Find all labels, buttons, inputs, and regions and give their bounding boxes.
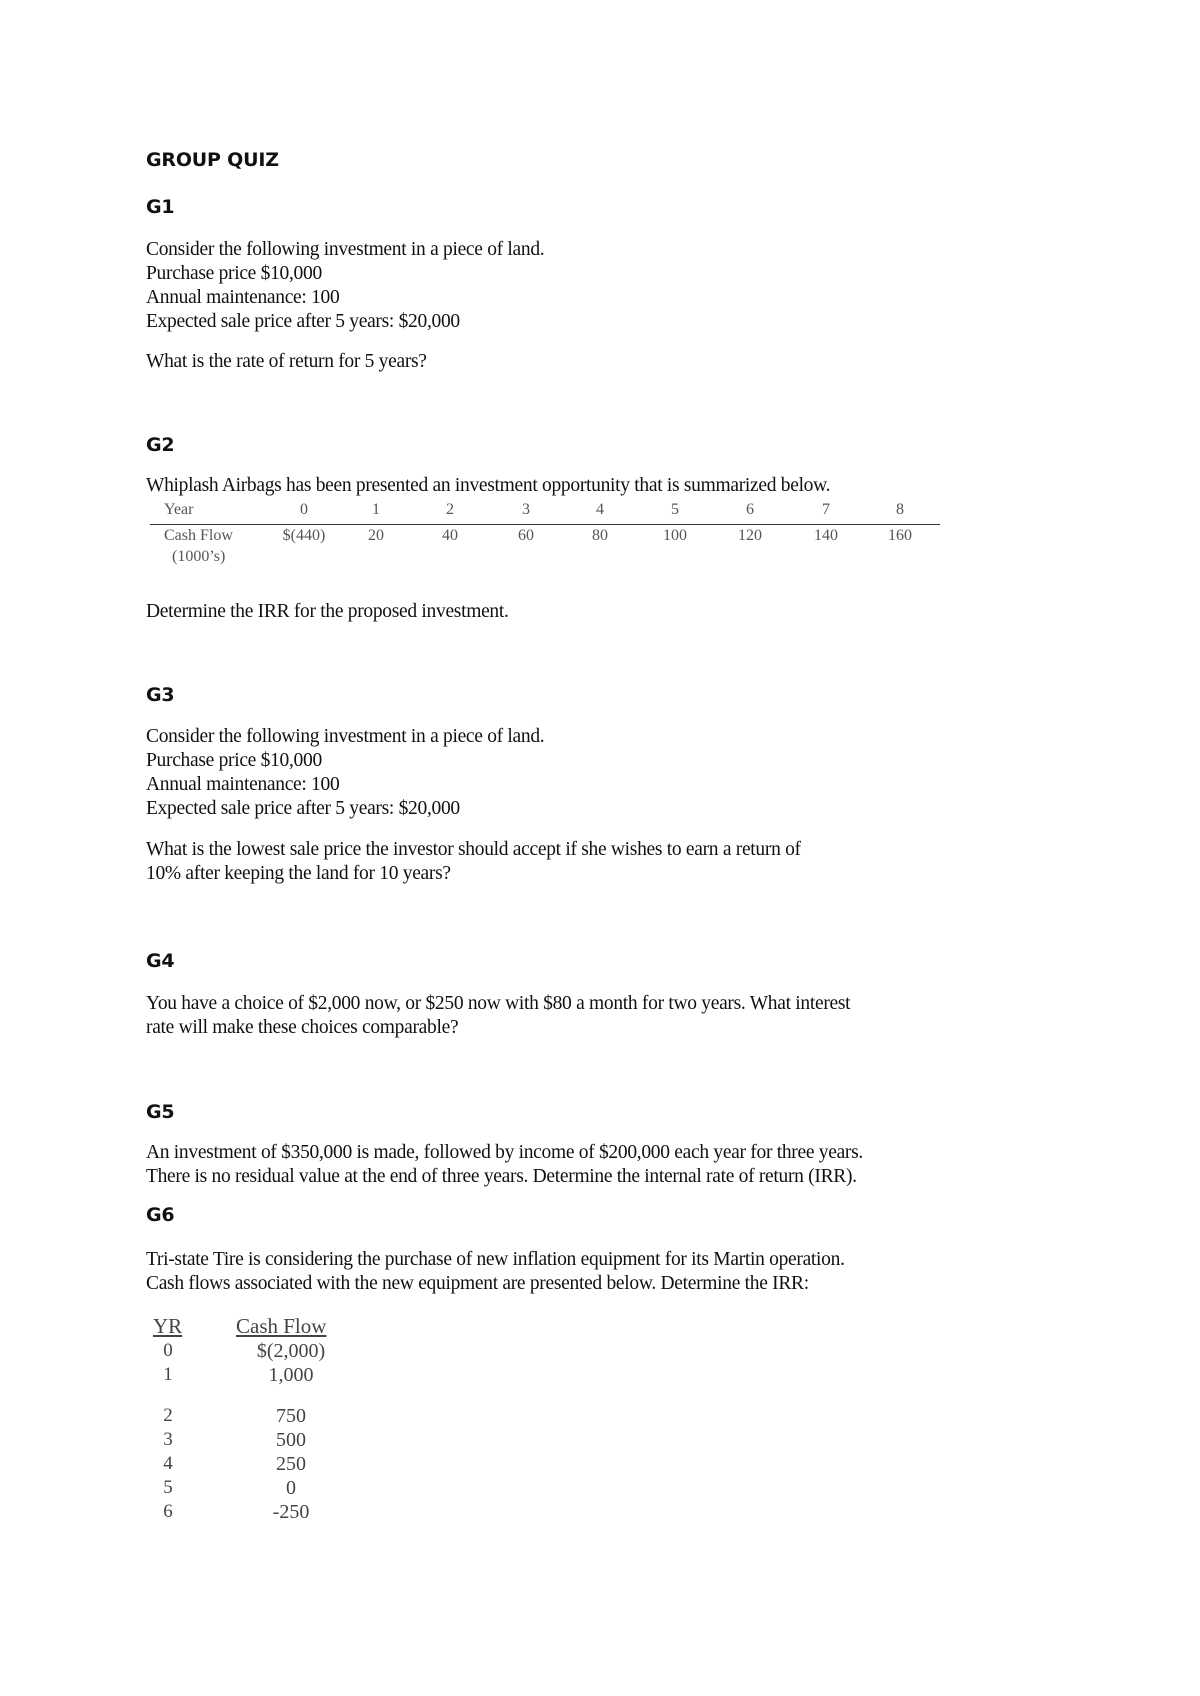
g6-year-cell: 1 <box>163 1364 173 1385</box>
g5-heading: G5 <box>146 1101 175 1123</box>
g4-line: rate will make these choices comparable? <box>146 1017 459 1038</box>
g3-line: Annual maintenance: 100 <box>146 774 340 795</box>
g2-cash-flow-cell: 120 <box>738 527 762 544</box>
g2-year-cell: 2 <box>446 501 454 518</box>
g1-heading: G1 <box>146 196 175 218</box>
g2-year-cell: 3 <box>522 501 530 518</box>
g6-line: Tri-state Tire is considering the purchase of new inflation equipment for its Martin operation. <box>146 1249 845 1270</box>
g1-line: Purchase price $10,000 <box>146 263 322 284</box>
g3-heading: G3 <box>146 684 175 706</box>
g4-heading: G4 <box>146 950 175 972</box>
g2-year-label: Year <box>164 501 194 518</box>
g3-body <box>146 725 544 821</box>
g6-body <box>146 1248 845 1296</box>
g2-year-cell: 8 <box>896 501 904 518</box>
g1-line: Annual maintenance: 100 <box>146 287 340 308</box>
g6-year-cell: 0 <box>163 1340 173 1361</box>
g2-year-cell: 0 <box>300 501 308 518</box>
g3-question-line: 10% after keeping the land for 10 years? <box>146 863 451 884</box>
g6-cash-flow-cell: 250 <box>276 1453 306 1475</box>
g2-cash-flow-label: Cash Flow <box>164 527 233 544</box>
g3-line: Consider the following investment in a piece of land. <box>146 726 545 747</box>
g2-year-cell: 5 <box>671 501 679 518</box>
g2-heading: G2 <box>146 434 175 456</box>
g2-cash-flow-cell: 100 <box>663 527 687 544</box>
g5-body <box>146 1141 863 1189</box>
g4-line: You have a choice of $2,000 now, or $250 now with $80 a month for two years. What interest <box>146 993 851 1014</box>
g6-cash-flow-header: Cash Flow <box>236 1314 327 1338</box>
g2-cash-flow-cell: 80 <box>592 527 608 544</box>
g6-cash-flow-cell: $(2,000) <box>256 1340 326 1362</box>
g6-cash-flow-cell: 500 <box>276 1429 306 1451</box>
g2-cash-flow-unit-label: (1000’s) <box>172 548 226 565</box>
g3-line: Expected sale price after 5 years: $20,000 <box>146 798 460 819</box>
g4-body <box>146 992 850 1040</box>
g2-table-divider <box>150 524 940 525</box>
g5-line: An investment of $350,000 is made, followed by income of $200,000 each year for three years. <box>146 1142 863 1163</box>
g6-cash-flow-cell: 1,000 <box>268 1364 314 1386</box>
g6-year-cell: 2 <box>163 1405 173 1426</box>
g2-cash-flow-cell: 20 <box>368 527 384 544</box>
g2-cash-flow-cell: 160 <box>888 527 912 544</box>
g2-year-cell: 1 <box>372 501 380 518</box>
g2-cash-flow-cell: 60 <box>518 527 534 544</box>
g1-body <box>146 238 544 334</box>
g6-year-cell: 3 <box>163 1429 173 1450</box>
g2-cash-flow-cell: $(440) <box>282 527 326 544</box>
g3-line: Purchase price $10,000 <box>146 750 322 771</box>
page-title: GROUP QUIZ <box>146 149 279 171</box>
g6-year-cell: 5 <box>163 1477 173 1498</box>
g6-cash-flow-cell: 0 <box>286 1477 296 1499</box>
g2-cash-flow-cell: 140 <box>814 527 838 544</box>
g2-cash-flow-cell: 40 <box>442 527 458 544</box>
g1-line: Expected sale price after 5 years: $20,000 <box>146 311 460 332</box>
g6-cash-flow-cell: -250 <box>272 1501 310 1523</box>
g2-year-cell: 6 <box>746 501 754 518</box>
g2-question: Determine the IRR for the proposed investment. <box>146 601 509 622</box>
g6-heading: G6 <box>146 1204 175 1226</box>
g1-question: What is the rate of return for 5 years? <box>146 351 427 372</box>
g6-line: Cash flows associated with the new equipment are presented below. Determine the IRR: <box>146 1273 809 1294</box>
g5-line: There is no residual value at the end of three years. Determine the internal rate of return (IRR). <box>146 1166 857 1187</box>
g6-year-header: YR <box>153 1314 183 1338</box>
g2-year-cell: 4 <box>596 501 604 518</box>
g6-year-cell: 4 <box>163 1453 173 1474</box>
g3-question <box>146 838 801 886</box>
g2-year-cell: 7 <box>822 501 830 518</box>
g6-cash-flow-cell: 750 <box>276 1405 306 1427</box>
g3-question-line: What is the lowest sale price the investor should accept if she wishes to earn a return of <box>146 839 801 860</box>
g1-line: Consider the following investment in a piece of land. <box>146 239 545 260</box>
g2-intro: Whiplash Airbags has been presented an investment opportunity that is summarized below. <box>146 475 831 496</box>
g6-year-cell: 6 <box>163 1501 173 1522</box>
